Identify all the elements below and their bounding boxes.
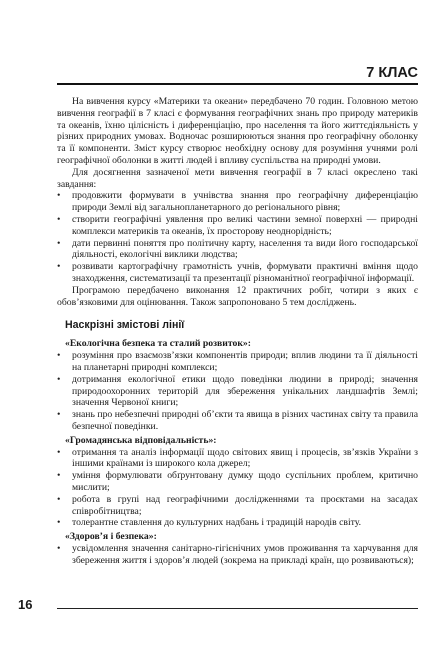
- list-item: • отримання та аналіз інформації щодо світових явищ і процесів, зв’язків України з іншими країнами із широкого кола джерел;: [57, 447, 418, 471]
- list-item: • робота в групі над географічними дослідженнями та проєктами на засадах співробітництва;: [57, 494, 418, 518]
- header-rule: [57, 83, 418, 85]
- intro-paragraph: На вивчення курсу «Материки та океани» передбачено 70 годин. Головною метою вивчення географії в 7 класі є формування географічних знань про природу материків та океанів, їхню цілісність і диференціацію, про населення та його життєдіяльність у різних природних умовах. Водночас розширюються знання про географічну оболонку та її компоненти. Зміст курсу створює необхідну основу для розуміння учнями ролі географічної оболонки в житті людей і впливу суспільства на природні умови.: [57, 96, 418, 166]
- group-heading-ecology: «Екологічна безпека та сталий розвиток»:: [65, 338, 251, 350]
- practical-work-paragraph: Програмою передбачено виконання 12 практичних робіт, чотири з яких є обов’язковими для оцінювання. Також запропоновано 5 тем досліджень.: [57, 284, 418, 308]
- page-body: [57, 96, 418, 566]
- ecology-list: [57, 350, 418, 433]
- list-item: • уміння формулювати обґрунтовану думку щодо суспільних проблем, критично мислити;: [57, 470, 418, 494]
- list-item: • усвідомлення значення санітарно-гігієнічних умов проживання та харчування для збереження життя і здоров’я людей (зокрема на прикладі країн, що розвиваються);: [57, 543, 418, 567]
- list-item: • толерантне ставлення до культурних надбань і традицій народів світу.: [57, 517, 418, 529]
- tasks-list: [57, 190, 418, 284]
- tasks-lead-paragraph: Для досягнення зазначеної мети вивчення географії в 7 класі окреслено такі завдання:: [57, 166, 418, 190]
- list-item: • дотримання екологічної етики щодо поведінки людини в природі; значення природоохоронних територій для збереження унікальних ландшафтів Землі; значення Червоної книги;: [57, 374, 418, 409]
- section-heading: Наскрізні змістові лінії: [65, 319, 185, 332]
- group-heading-civic: «Громадянська відповідальність»:: [65, 434, 217, 446]
- list-item: • знань про небезпечні природні об’єкти та явища в різних частинах світу та правила безпечної поведінки.: [57, 409, 418, 433]
- civic-list: [57, 447, 418, 530]
- list-item: • створити географічні уявлення про великі частини земної поверхні — природні комплекси материків та океанів, їх просторову неоднорідність;: [57, 214, 418, 238]
- health-list: [57, 543, 418, 567]
- footer-rule: [57, 608, 418, 609]
- page-title: 7 КЛАС: [366, 65, 418, 81]
- list-item: • розуміння про взаємозв’язки компонентів природи; вплив людини та її діяльності на планетарні природні комплекси;: [57, 350, 418, 374]
- page-number: 16: [18, 597, 33, 612]
- list-item: • розвивати картографічну грамотність учнів, формувати практичні вміння щодо знаходження, систематизації та презентації різноманітної географічної інформації.: [57, 261, 418, 285]
- list-item: • дати первинні поняття про політичну карту, населення та види його господарської діяльності, екологічні виклики людства;: [57, 238, 418, 262]
- group-heading-health: «Здоров’я і безпека»:: [65, 531, 157, 543]
- list-item: • продовжити формувати в учнівства знання про географічну диференціацію природи Землі від загальнопланетарного до регіонального рівня;: [57, 190, 418, 214]
